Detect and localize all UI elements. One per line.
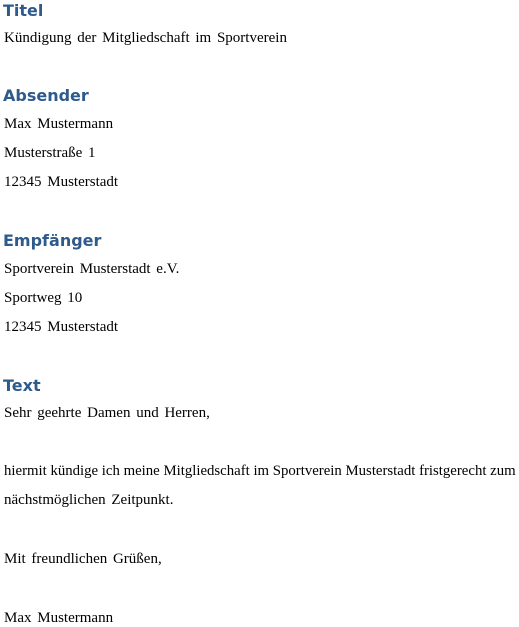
- absender-city: 12345 Musterstadt: [4, 174, 119, 190]
- section-heading-titel: Titel: [3, 1, 44, 20]
- letter-body-line-1: hiermit kündige ich meine Mitgliedschaft im Sportverein Musterstadt fristgerecht zum: [4, 463, 516, 479]
- letter-closing: Mit freundlichen Grüßen,: [4, 551, 162, 567]
- letter-body-line-2: nächstmöglichen Zeitpunkt.: [4, 492, 174, 508]
- section-heading-absender: Absender: [3, 86, 89, 105]
- empfaenger-city: 12345 Musterstadt: [4, 319, 119, 335]
- absender-street: Musterstraße 1: [4, 145, 96, 161]
- absender-name: Max Mustermann: [4, 116, 114, 132]
- letter-salutation: Sehr geehrte Damen und Herren,: [4, 405, 210, 421]
- section-heading-empfaenger: Empfänger: [3, 231, 102, 250]
- empfaenger-name: Sportverein Musterstadt e.V.: [4, 261, 180, 277]
- titel-text: Kündigung der Mitgliedschaft im Sportverein: [4, 30, 287, 46]
- letter-signature: Max Mustermann: [4, 610, 114, 626]
- empfaenger-street: Sportweg 10: [4, 290, 83, 306]
- section-heading-text: Text: [3, 376, 41, 395]
